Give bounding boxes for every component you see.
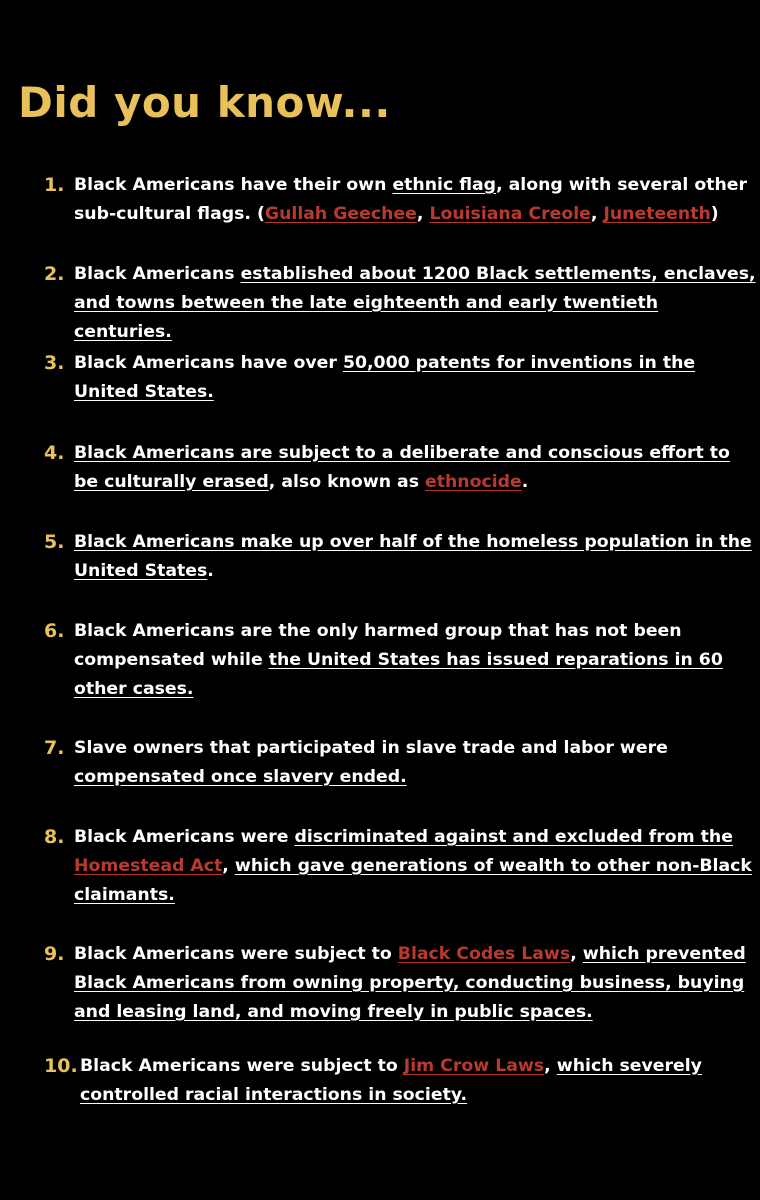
fact-item-6 — [44, 617, 756, 704]
link-text[interactable]: ethnocide — [425, 472, 522, 492]
fact-number: 1. — [44, 174, 65, 196]
link-text[interactable]: Gullah Geechee — [264, 204, 417, 224]
fact-text — [44, 349, 756, 407]
fact-number: 9. — [44, 943, 65, 965]
fact-number: 8. — [44, 826, 65, 848]
plain-text: , — [222, 856, 235, 876]
fact-number: 3. — [44, 352, 65, 374]
fact-text — [44, 940, 756, 1027]
plain-text: Slave owners that participated in slave trade and labor were — [74, 738, 668, 758]
underlined-phrase[interactable]: 50,000 patents for inventions in the United States. — [74, 353, 696, 402]
page-title: Did you know... — [18, 78, 391, 127]
underlined-phrase[interactable]: which gave generations of wealth to other non-Black claimants. — [74, 856, 752, 905]
fact-item-1 — [44, 171, 756, 229]
fact-text — [44, 617, 756, 704]
plain-text: , — [416, 204, 430, 224]
underlined-phrase[interactable]: compensated once slavery ended. — [74, 767, 407, 787]
plain-text: , — [590, 204, 604, 224]
fact-item-7 — [44, 734, 756, 792]
fact-number: 10. — [44, 1055, 78, 1077]
plain-text: Black Americans are the only harmed group that has not been compensated while — [74, 621, 682, 670]
plain-text: . — [207, 561, 214, 581]
plain-text: , also known as — [268, 472, 426, 492]
link-text[interactable]: Louisiana Creole — [429, 204, 591, 224]
plain-text: Black Americans were subject to — [80, 1056, 404, 1076]
link-text[interactable]: Jim Crow Laws — [403, 1056, 545, 1076]
plain-text: , — [544, 1056, 557, 1076]
plain-text: , along with several other sub-cultural flags. ( — [74, 175, 748, 224]
fact-item-8 — [44, 823, 756, 910]
fact-number: 2. — [44, 263, 65, 285]
underlined-phrase[interactable]: the United States has issued reparations in 60 other cases. — [74, 650, 723, 699]
underlined-phrase[interactable]: which severely controlled racial interactions in society. — [80, 1056, 702, 1105]
link-text[interactable]: Black Codes Laws — [397, 944, 571, 964]
fact-number: 4. — [44, 442, 65, 464]
fact-number: 5. — [44, 531, 65, 553]
plain-text: Black Americans — [74, 264, 241, 284]
fact-item-5 — [44, 528, 756, 586]
underlined-phrase[interactable]: Black Americans make up over half of the homeless population in the United States — [74, 532, 752, 581]
plain-text: Black Americans were — [74, 827, 295, 847]
fact-item-4 — [44, 439, 756, 497]
fact-item-3 — [44, 349, 756, 407]
fact-text — [44, 1052, 756, 1110]
underlined-phrase[interactable]: ethnic flag — [392, 175, 497, 195]
plain-text: Black Americans have their own — [74, 175, 393, 195]
plain-text: Black Americans have over — [74, 353, 343, 373]
underlined-phrase[interactable]: Black Americans are subject to a deliberate and conscious effort to be culturally erased — [74, 443, 730, 492]
fact-text — [44, 734, 756, 792]
link-text[interactable]: Homestead Act — [74, 856, 223, 876]
fact-text — [44, 823, 756, 910]
fact-number: 6. — [44, 620, 65, 642]
underlined-phrase[interactable]: established about 1200 Black settlements, enclaves, and towns between the late eighteenth and early twentieth centuries. — [74, 264, 756, 342]
fact-item-9 — [44, 940, 756, 1027]
plain-text: ) — [710, 204, 719, 224]
fact-text — [44, 171, 756, 229]
fact-text — [44, 260, 756, 347]
link-text[interactable]: Juneteenth — [603, 204, 711, 224]
fact-item-2 — [44, 260, 756, 347]
plain-text: Black Americans were subject to — [74, 944, 398, 964]
plain-text: , — [570, 944, 583, 964]
underlined-phrase[interactable]: which prevented Black Americans from owning property, conducting business, buying and leasing land, and moving freely in public spaces. — [74, 944, 746, 1022]
fact-item-10 — [44, 1052, 756, 1110]
fact-text — [44, 439, 756, 497]
underlined-phrase[interactable]: discriminated against and excluded from the — [294, 827, 733, 847]
fact-number: 7. — [44, 737, 65, 759]
fact-text — [44, 528, 756, 586]
plain-text: . — [521, 472, 529, 492]
